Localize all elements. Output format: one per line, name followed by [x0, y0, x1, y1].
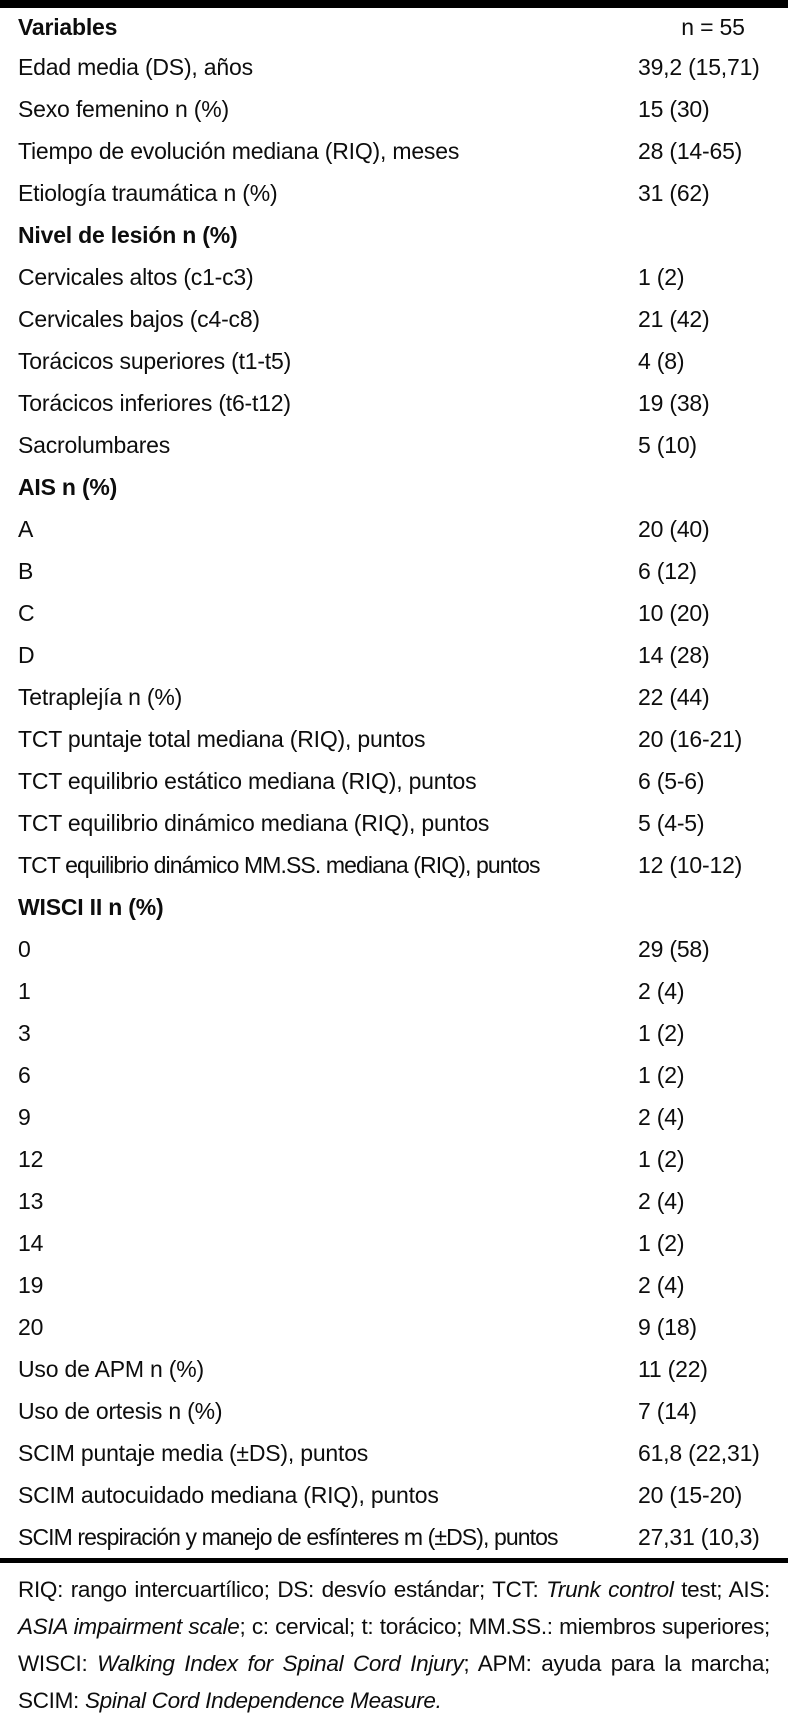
table-row [0, 172, 788, 214]
row-label: Sacrolumbares [18, 431, 171, 458]
row-label: Uso de APM n (%) [18, 1355, 204, 1382]
row-label: Torácicos inferiores (t6-t12) [18, 389, 291, 416]
row-label: 14 [18, 1229, 44, 1256]
row-value: 5 (4-5) [638, 809, 705, 836]
row-value: 20 (16-21) [638, 725, 743, 752]
row-value: 11 (22) [638, 1355, 708, 1382]
row-value [638, 886, 788, 928]
table-row [0, 1348, 788, 1390]
footnote-segment: RIQ: rango intercuartílico; DS: desvío estándar; TCT: [18, 1577, 547, 1602]
row-value: 2 (4) [638, 1271, 685, 1298]
row-label: TCT equilibrio dinámico MM.SS. mediana (RIQ), puntos [18, 851, 540, 878]
row-value: 31 (62) [638, 179, 710, 206]
row-value [638, 466, 788, 508]
row-value: 10 (20) [638, 599, 710, 626]
row-value: 2 (4) [638, 1187, 685, 1214]
row-value: 28 (14-65) [638, 137, 743, 164]
row-label: SCIM autocuidado mediana (RIQ), puntos [18, 1481, 439, 1508]
table-row [0, 1516, 788, 1558]
footnote-segment-italic: Walking Index for Spinal Cord Injury [97, 1651, 464, 1676]
row-value: 6 (12) [638, 557, 697, 584]
row-value [638, 214, 788, 256]
row-value: 61,8 (22,31) [638, 1439, 760, 1466]
row-label: Cervicales bajos (c4-c8) [18, 305, 260, 332]
row-label: SCIM respiración y manejo de esfínteres m (±DS), puntos [18, 1523, 558, 1550]
footnote-segment-italic: Trunk control [546, 1577, 674, 1602]
table-row [0, 1222, 788, 1264]
table-row [0, 1138, 788, 1180]
table-row [0, 1012, 788, 1054]
row-label: WISCI II n (%) [18, 893, 164, 920]
row-value: 2 (4) [638, 1103, 685, 1130]
row-label: Tetraplejía n (%) [18, 683, 183, 710]
row-label: Edad media (DS), años [18, 53, 253, 80]
table-row [0, 130, 788, 172]
table-row [0, 1096, 788, 1138]
header-n-count: n = 55 [681, 13, 745, 40]
row-label: AIS n (%) [18, 473, 118, 500]
table-row [0, 256, 788, 298]
table-row [0, 1474, 788, 1516]
row-value: 1 (2) [638, 1019, 685, 1046]
footnote-segment: ; APM: ayuda para la marcha; SCIM: [18, 1651, 770, 1713]
section-header-row [0, 214, 788, 256]
row-value: 1 (2) [638, 1229, 685, 1256]
table-row [0, 424, 788, 466]
table-row [0, 340, 788, 382]
section-header-row [0, 466, 788, 508]
row-value: 1 (2) [638, 1061, 685, 1088]
row-value: 27,31 (10,3) [638, 1523, 760, 1550]
table-row [0, 970, 788, 1012]
table-footnote [0, 1558, 788, 1719]
row-label: 19 [18, 1271, 44, 1298]
row-label: TCT equilibrio dinámico mediana (RIQ), puntos [18, 809, 490, 836]
row-label: 0 [18, 935, 31, 962]
row-value: 14 (28) [638, 641, 710, 668]
row-label: 9 [18, 1103, 31, 1130]
row-value: 20 (15-20) [638, 1481, 743, 1508]
row-label: TCT equilibrio estático mediana (RIQ), puntos [18, 767, 477, 794]
table-row [0, 634, 788, 676]
table-row [0, 760, 788, 802]
table-row [0, 844, 788, 886]
row-label: Torácicos superiores (t1-t5) [18, 347, 292, 374]
row-value: 1 (2) [638, 263, 685, 290]
row-label: SCIM puntaje media (±DS), puntos [18, 1439, 369, 1466]
row-value: 12 (10-12) [638, 851, 743, 878]
table-row [0, 1306, 788, 1348]
table-row [0, 382, 788, 424]
row-label: Tiempo de evolución mediana (RIQ), meses [18, 137, 460, 164]
table-row [0, 1054, 788, 1096]
table-row [0, 928, 788, 970]
table-row [0, 1264, 788, 1306]
table-row [0, 1390, 788, 1432]
footnote-segment: ; c: cervical; t: torácico; MM.SS.: miembros superiores; WISCI: [18, 1614, 770, 1676]
row-value: 4 (8) [638, 347, 685, 374]
table-header [0, 4, 788, 46]
table-row [0, 676, 788, 718]
table-row [0, 550, 788, 592]
row-value: 9 (18) [638, 1313, 697, 1340]
table-body [0, 46, 788, 1558]
footnote-segment-italic: Spinal Cord Independence Measure. [84, 1688, 442, 1713]
row-label: 6 [18, 1061, 31, 1088]
row-value: 15 (30) [638, 95, 710, 122]
table-row [0, 1180, 788, 1222]
row-value: 29 (58) [638, 935, 710, 962]
table-row [0, 802, 788, 844]
table-row [0, 1432, 788, 1474]
row-label: D [18, 641, 35, 668]
row-value: 5 (10) [638, 431, 697, 458]
row-value: 19 (38) [638, 389, 710, 416]
table-row [0, 718, 788, 760]
row-value: 21 (42) [638, 305, 710, 332]
row-label: 20 [18, 1313, 44, 1340]
table-row [0, 298, 788, 340]
section-header-row [0, 886, 788, 928]
row-label: Cervicales altos (c1-c3) [18, 263, 254, 290]
row-value: 7 (14) [638, 1397, 697, 1424]
footnote-segment-italic: ASIA impairment scale [18, 1614, 240, 1639]
row-label: Sexo femenino n (%) [18, 95, 229, 122]
row-label: TCT puntaje total mediana (RIQ), puntos [18, 725, 426, 752]
row-value: 1 (2) [638, 1145, 685, 1172]
row-label: 13 [18, 1187, 44, 1214]
row-value: 22 (44) [638, 683, 710, 710]
row-value: 6 (5-6) [638, 767, 705, 794]
row-value: 20 (40) [638, 515, 710, 542]
row-label: 1 [18, 977, 31, 1004]
table-row [0, 592, 788, 634]
row-label: 3 [18, 1019, 31, 1046]
table-row [0, 508, 788, 550]
row-label: C [18, 599, 35, 626]
row-label: A [18, 515, 34, 542]
footnote-segment: test; AIS: [673, 1577, 770, 1602]
row-value: 2 (4) [638, 977, 685, 1004]
row-label: Uso de ortesis n (%) [18, 1397, 223, 1424]
row-label: B [18, 557, 34, 584]
row-label: Etiología traumática n (%) [18, 179, 278, 206]
table-row [0, 46, 788, 88]
table-row [0, 88, 788, 130]
row-value: 39,2 (15,71) [638, 53, 760, 80]
header-variables: Variables [18, 13, 118, 40]
header-row [0, 4, 788, 46]
row-label: Nivel de lesión n (%) [18, 221, 238, 248]
row-label: 12 [18, 1145, 44, 1172]
